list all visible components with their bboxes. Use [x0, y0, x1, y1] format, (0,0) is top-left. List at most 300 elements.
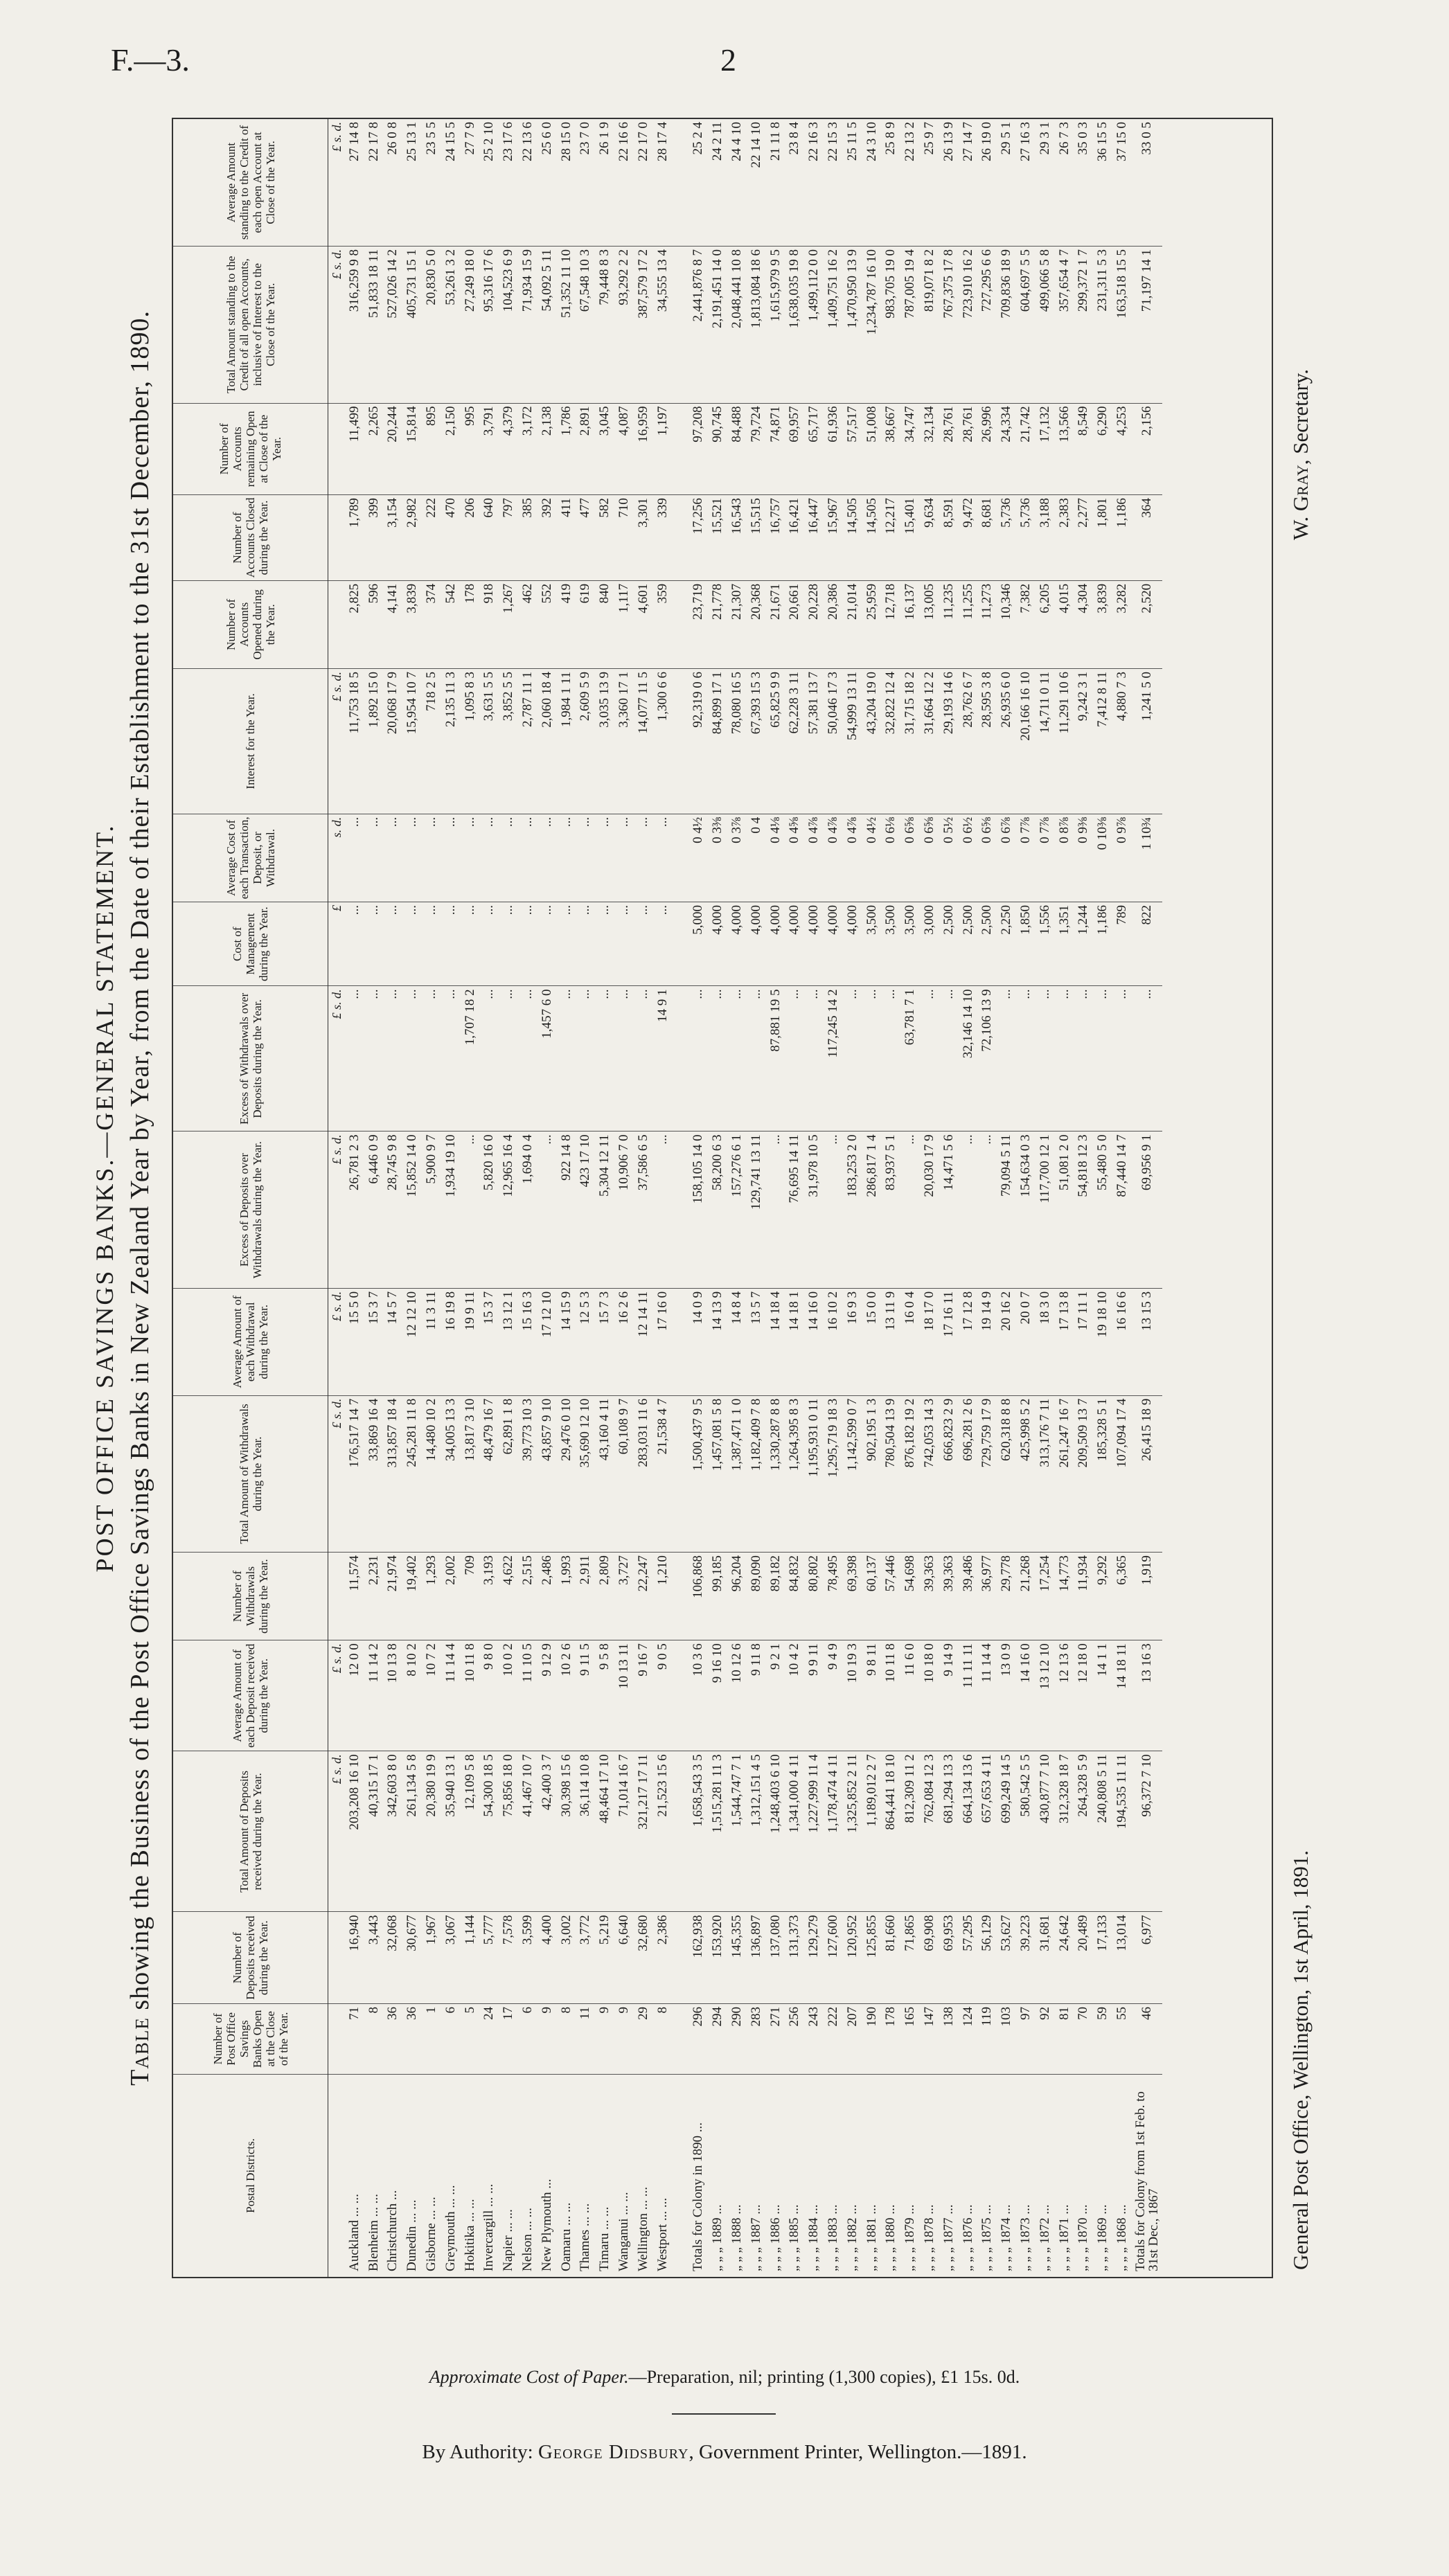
table-cell: 28 17 4 — [655, 122, 670, 161]
table-cell: 29 3 1 — [1037, 122, 1052, 155]
table-cell: 24 4 10 — [729, 122, 745, 161]
gap-cell — [673, 1395, 689, 1553]
unit-cell — [328, 1912, 346, 2004]
table-cell: 20,489 — [1074, 1912, 1093, 2004]
table-cell: ... — [384, 902, 403, 986]
table-cell: 552 — [537, 580, 557, 668]
table-cell: 405,731 15 1 — [402, 247, 422, 404]
table-cell: 22 13 6 — [520, 122, 535, 161]
authority-suffix: , Government Printer, Wellington.—1891. — [688, 2441, 1027, 2463]
table-cell: 37,586 6 5 — [634, 1132, 653, 1289]
table-cell: 16,940 — [345, 1912, 364, 2004]
table-cell: 28,761 — [959, 403, 978, 495]
table-cell: ... — [518, 986, 537, 1132]
row-label: Greymouth ... ... — [441, 2074, 461, 2277]
table-cell: 12 18 0 — [1074, 1640, 1093, 1751]
year-row — [708, 119, 727, 2277]
table-cell: 54,092 5 11 — [537, 247, 557, 404]
table-cell: 1,341,000 4 11 — [785, 1751, 805, 1912]
table-cell: ... — [653, 1132, 673, 1289]
row-label: „ „ „ 1878 ... — [920, 2074, 939, 2277]
unit-cell — [328, 495, 346, 581]
table-cell: 79,724 — [747, 403, 766, 495]
table-cell: 9,292 — [1093, 1553, 1112, 1640]
table-cell: 1,707 18 2 — [461, 986, 480, 1132]
table-cell: 411 — [557, 495, 576, 581]
table-cell: ... — [576, 902, 596, 986]
table-cell: 1,210 — [653, 1553, 673, 1640]
year-row — [939, 119, 959, 2277]
table-cell: 124 — [959, 2004, 978, 2075]
table-cell: 0 3⅜ — [708, 814, 727, 902]
unit-cell — [328, 403, 346, 495]
table-cell: 2,265 — [364, 403, 384, 495]
table-cell: 16 10 2 — [824, 1288, 843, 1395]
table-cell: 1,142,599 0 7 — [843, 1395, 862, 1553]
table-cell: 20,661 — [785, 580, 805, 668]
table-cell: 16 9 3 — [843, 1288, 862, 1395]
table-cell: 60,137 — [862, 1553, 882, 1640]
table-cell: 23 8 4 — [787, 122, 802, 155]
table-cell: 15,954 10 7 — [402, 668, 422, 814]
unit-cell: £ s. d. — [328, 1640, 346, 1751]
table-cell: 2,048,441 10 8 — [727, 247, 747, 404]
table-cell: ... — [939, 986, 959, 1132]
table-cell: 245,281 11 8 — [402, 1395, 422, 1553]
column-header: Average Amount standing to the Credit of each open Account at Close of the Year. — [173, 119, 328, 247]
table-cell: 294 — [708, 2004, 727, 2075]
table-cell: 39,486 — [959, 1553, 978, 1640]
table-cell: 31,681 — [1035, 1912, 1055, 2004]
table-cell: 190 — [862, 2004, 882, 2075]
table-cell: 25 2 4 — [691, 122, 706, 155]
table-cell: ... — [557, 814, 576, 902]
table-cell: 10 0 2 — [499, 1640, 518, 1751]
table-cell: 3,500 — [882, 902, 901, 986]
table-cell: 3,000 — [920, 902, 939, 986]
table-cell: 9 5 8 — [595, 1640, 614, 1751]
table-cell: 15 0 0 — [862, 1288, 882, 1395]
table-cell: 4,622 — [499, 1553, 518, 1640]
table-cell: ... — [1074, 986, 1093, 1132]
year-row — [959, 119, 978, 2277]
table-cell: 11,235 — [939, 580, 959, 668]
table-cell: 54,698 — [900, 1553, 920, 1640]
table-cell: 69,957 — [785, 403, 805, 495]
table-cell: 25 2 10 — [481, 122, 497, 161]
table-cell: 5,219 — [595, 1912, 614, 2004]
table-cell: 2,911 — [576, 1553, 596, 1640]
table-cell: 1,186 — [1093, 902, 1112, 986]
table-cell: 983,705 19 0 — [882, 247, 901, 404]
row-label: Nelson ... ... — [518, 2074, 537, 2277]
row-label: Totals for Colony in 1890 ... — [689, 2074, 709, 2277]
table-cell: 14 5 7 — [384, 1288, 403, 1395]
gap-cell — [673, 902, 689, 986]
table-cell: 9 — [537, 2004, 557, 2075]
table-cell: 1,186 — [1112, 495, 1132, 581]
year-row — [689, 119, 709, 2277]
year-row — [843, 119, 862, 2277]
table-cell: 13 5 7 — [747, 1288, 766, 1395]
table-cell: 22 13 2 — [903, 122, 918, 161]
table-cell: 15 16 3 — [518, 1288, 537, 1395]
row-label: „ „ „ 1871 ... — [1055, 2074, 1074, 2277]
table-cell: 222 — [824, 2004, 843, 2075]
table-cell: 22 17 8 — [366, 122, 381, 161]
table-cell: 1,967 — [422, 1912, 441, 2004]
table-cell: 13 12 10 — [1035, 1640, 1055, 1751]
table-cell: 0 9⅞ — [1112, 814, 1132, 902]
table-cell: 819,071 8 2 — [920, 247, 939, 404]
authority-prefix: By Authority: — [422, 2441, 533, 2463]
table-cell: 1,300 6 6 — [653, 668, 673, 814]
table-cell: 97,208 — [689, 403, 709, 495]
table-cell: ... — [595, 814, 614, 902]
table-cell: ... — [824, 1132, 843, 1289]
table-cell: 129,279 — [804, 1912, 824, 2004]
statement-heading: POST OFFICE SAVINGS BANKS.—GENERAL STATEMENT. — [91, 823, 118, 1573]
table-cell: ... — [959, 1132, 978, 1289]
table-cell: 20,068 17 9 — [384, 668, 403, 814]
table-cell: 3,002 — [557, 1912, 576, 2004]
table-cell: 10 2 6 — [557, 1640, 576, 1751]
row-label: Napier ... ... — [499, 2074, 518, 2277]
table-cell: ... — [480, 814, 499, 902]
table-cell: 106,868 — [689, 1553, 709, 1640]
table-cell: 20,368 — [747, 580, 766, 668]
unit-cell: £ s. d. — [328, 1288, 346, 1395]
row-label: Christchurch ... — [384, 2074, 403, 2277]
table-cell: 36 — [384, 2004, 403, 2075]
year-row — [1016, 119, 1035, 2277]
table-cell: 3,154 — [384, 495, 403, 581]
table-cell: 96,204 — [727, 1553, 747, 1640]
year-row — [997, 119, 1016, 2277]
table-cell: 1,470,950 13 9 — [843, 247, 862, 404]
table-cell: 15 3 7 — [480, 1288, 499, 1395]
table-cell: 13 16 3 — [1132, 1640, 1162, 1751]
table-cell: 0 7⅞ — [1035, 814, 1055, 902]
table-cell: 10 11 8 — [461, 1640, 480, 1751]
paper-cost-label: Approximate Cost of Paper. — [429, 2367, 629, 2387]
table-cell: 131,373 — [785, 1912, 805, 2004]
table-cell: 90,745 — [708, 403, 727, 495]
table-cell: 69,956 9 1 — [1132, 1132, 1162, 1289]
table-cell: 0 4⅞ — [824, 814, 843, 902]
table-cell: 5,736 — [997, 495, 1016, 581]
table-cell: 22 16 3 — [806, 122, 821, 161]
table-cell: 0 3⅞ — [727, 814, 747, 902]
table-cell: ... — [345, 814, 364, 902]
table-cell: 17 12 10 — [537, 1288, 557, 1395]
table-cell: 11 14 2 — [364, 1640, 384, 1751]
table-cell: 178 — [461, 580, 480, 668]
table-cell: 16,421 — [785, 495, 805, 581]
table-cell: 14 0 9 — [689, 1288, 709, 1395]
table-cell: 22 17 0 — [635, 122, 650, 161]
table-cell: 92 — [1035, 2004, 1055, 2075]
gap-cell — [673, 668, 689, 814]
divider-rule — [672, 2413, 776, 2415]
table-cell: 2,150 — [441, 403, 461, 495]
table-cell: 145,355 — [727, 1912, 747, 2004]
table-cell: 357,654 4 7 — [1055, 247, 1074, 404]
table-cell: ... — [480, 986, 499, 1132]
table-cell: ... — [708, 986, 727, 1132]
row-label: „ „ „ 1869 ... — [1093, 2074, 1112, 2277]
table-cell: 3,599 — [518, 1912, 537, 2004]
table-cell: 23,719 — [689, 580, 709, 668]
table-cell: 312,328 18 7 — [1055, 1751, 1074, 1912]
table-cell: 36 — [402, 2004, 422, 2075]
year-row — [900, 119, 920, 2277]
table-cell: 425,998 5 2 — [1016, 1395, 1035, 1553]
table-cell: 3,035 13 9 — [595, 668, 614, 814]
table-cell: 222 — [422, 495, 441, 581]
table-cell: 70 — [1074, 2004, 1093, 2075]
table-cell: 1,264,395 8 3 — [785, 1395, 805, 1553]
table-cell: 2,500 — [939, 902, 959, 986]
table-cell: 3,791 — [480, 403, 499, 495]
table-cell: 13,566 — [1055, 403, 1074, 495]
table-cell: 11,574 — [345, 1553, 364, 1640]
table-cell: ... — [766, 1132, 785, 1289]
table-cell: 9 11 8 — [747, 1640, 766, 1751]
table-cell: ... — [634, 986, 653, 1132]
table-cell: 762,084 12 3 — [920, 1751, 939, 1912]
table-cell: 36 15 5 — [1095, 122, 1110, 161]
table-cell: 9 16 7 — [634, 1640, 653, 1751]
table-cell: 32,134 — [920, 403, 939, 495]
table-cell: 9 9 11 — [804, 1640, 824, 1751]
table-cell: ... — [364, 986, 384, 1132]
table-cell: 7,382 — [1016, 580, 1035, 668]
table-cell: 604,697 5 5 — [1016, 247, 1035, 404]
gap-cell — [673, 1751, 689, 1912]
unit-row — [328, 119, 346, 2277]
table-cell: 3,631 5 5 — [480, 668, 499, 814]
table-cell: 11 6 0 — [900, 1640, 920, 1751]
table-cell: 11,291 10 6 — [1055, 668, 1074, 814]
table-cell: 10 13 11 — [614, 1640, 634, 1751]
table-cell: 4,087 — [614, 403, 634, 495]
table-cell: 5,000 — [689, 902, 709, 986]
table-cell: ... — [614, 986, 634, 1132]
table-cell: ... — [364, 814, 384, 902]
table-cell: 55 — [1112, 2004, 1132, 2075]
table-cell: 8 — [364, 2004, 384, 2075]
table-cell: 54,818 12 3 — [1074, 1132, 1093, 1289]
table-cell: 11,255 — [959, 580, 978, 668]
table-cell: 16,757 — [766, 495, 785, 581]
table-cell: 709,836 18 9 — [997, 247, 1016, 404]
row-label: Blenheim ... ... — [364, 2074, 384, 2277]
table-cell: 13 12 1 — [499, 1288, 518, 1395]
table-cell: 240,808 5 11 — [1093, 1751, 1112, 1912]
gap-cell — [673, 986, 689, 1132]
table-cell: 1,457,081 5 8 — [708, 1395, 727, 1553]
table-cell: 27 14 7 — [960, 122, 975, 161]
table-cell: 477 — [576, 495, 596, 581]
table-cell: 822 — [1132, 902, 1162, 986]
table-cell: 28,595 3 8 — [978, 668, 997, 814]
table-cell: 31,978 10 5 — [804, 1132, 824, 1289]
year-row — [1035, 119, 1055, 2277]
table-cell: 39,363 — [939, 1553, 959, 1640]
table-cell: 2,060 18 4 — [537, 668, 557, 814]
paper-cost-note — [0, 2367, 1449, 2388]
table-cell: 718 2 5 — [422, 668, 441, 814]
table-cell: 84,488 — [727, 403, 747, 495]
table-cell: 1,267 — [499, 580, 518, 668]
row-label: „ „ „ 1868 ... — [1112, 2074, 1132, 2277]
table-cell: 18 17 0 — [920, 1288, 939, 1395]
table-cell: 640 — [480, 495, 499, 581]
table-cell: 387,579 17 2 — [634, 247, 653, 404]
column-header: Total Amount of Withdrawals during the Year. — [173, 1395, 328, 1553]
row-label: „ „ „ 1884 ... — [804, 2074, 824, 2277]
table-cell: 840 — [595, 580, 614, 668]
table-cell: 7,412 8 11 — [1093, 668, 1112, 814]
table-cell: 22,247 — [634, 1553, 653, 1640]
table-cell: 619 — [576, 580, 596, 668]
table-cell: 26 13 9 — [941, 122, 956, 161]
table-cell: 14,077 11 5 — [634, 668, 653, 814]
table-cell: 27 7 9 — [462, 122, 477, 155]
column-header: Excess of Deposits over Withdrawals during the Year. — [173, 1132, 328, 1289]
table-cell: 895 — [422, 403, 441, 495]
table-cell: ... — [1132, 986, 1162, 1132]
table-cell: 0 4 — [747, 814, 766, 902]
table-cell: ... — [364, 902, 384, 986]
column-header: Number of Withdrawals during the Year. — [173, 1553, 328, 1640]
table-cell: 231,311 5 3 — [1093, 247, 1112, 404]
table-cell: ... — [862, 986, 882, 1132]
row-label: Dunedin ... ... — [402, 2074, 422, 2277]
table-cell: 1,325,852 2 11 — [843, 1751, 862, 1912]
table-cell: 4,000 — [824, 902, 843, 986]
table-cell: 11 3 11 — [422, 1288, 441, 1395]
table-cell: 742,053 14 3 — [920, 1395, 939, 1553]
row-label: Wanganui ... ... — [614, 2074, 634, 2277]
table-cell: 99,185 — [708, 1553, 727, 1640]
table-cell: 26,781 2 3 — [345, 1132, 364, 1289]
page-number: 2 — [720, 42, 736, 78]
table-cell: 419 — [557, 580, 576, 668]
table-cell: 290 — [727, 2004, 747, 2075]
table-cell: 321,217 17 11 — [634, 1751, 653, 1912]
table-cell: 32,068 — [384, 1912, 403, 2004]
table-cell: 9,634 — [920, 495, 939, 581]
rotated-statement-sheet — [90, 111, 1358, 2285]
table-cell: 3,301 — [634, 495, 653, 581]
table-cell: 10,906 7 0 — [614, 1132, 634, 1289]
table-cell: 1,934 19 10 — [441, 1132, 461, 1289]
table-cell: 17,133 — [1093, 1912, 1112, 2004]
table-cell: ... — [402, 814, 422, 902]
unit-cell: s. d. — [328, 814, 346, 902]
table-cell: 316,259 9 8 — [345, 247, 364, 404]
table-cell: ... — [1093, 986, 1112, 1132]
table-cell: 430,877 7 10 — [1035, 1751, 1055, 1912]
table-cell: 1,295,719 18 3 — [824, 1395, 843, 1553]
unit-cell: £ s. d. — [328, 247, 346, 404]
table-cell: 26 0 8 — [385, 122, 400, 155]
table-cell: 10 12 6 — [727, 1640, 747, 1751]
table-cell: 28,762 6 7 — [959, 668, 978, 814]
table-cell: 12 13 6 — [1055, 1640, 1074, 1751]
table-cell: 657,653 4 11 — [978, 1751, 997, 1912]
table-cell: 681,294 13 3 — [939, 1751, 959, 1912]
table-cell: 2,515 — [518, 1553, 537, 1640]
table-cell: 286,817 1 4 — [862, 1132, 882, 1289]
table-cell: 0 4½ — [862, 814, 882, 902]
table-cell: 6 — [518, 2004, 537, 2075]
statement-table — [173, 119, 1162, 2277]
table-cell: 15,814 — [402, 403, 422, 495]
table-cell: 2,825 — [345, 580, 364, 668]
table-cell: ... — [1016, 986, 1035, 1132]
gap-cell — [673, 403, 689, 495]
table-cell: 14 1 1 — [1093, 1640, 1112, 1751]
table-cell: 0 6⅞ — [997, 814, 1016, 902]
table-cell: 25 13 1 — [405, 122, 420, 161]
district-row — [537, 119, 557, 2277]
gap-cell — [673, 1912, 689, 2004]
table-cell: ... — [614, 814, 634, 902]
row-label: „ „ „ 1873 ... — [1016, 2074, 1035, 2277]
table-cell: 1,312,151 4 5 — [747, 1751, 766, 1912]
table-cell: 29 — [634, 2004, 653, 2075]
table-cell: 4,304 — [1074, 580, 1093, 668]
table-cell: 14,711 0 11 — [1035, 668, 1055, 814]
district-row — [518, 119, 537, 2277]
table-cell: 0 4⅝ — [785, 814, 805, 902]
table-cell: 71,197 14 1 — [1132, 247, 1162, 404]
table-cell: 1,694 0 4 — [518, 1132, 537, 1289]
row-label: „ „ „ 1887 ... — [747, 2074, 766, 2277]
table-cell: 9 2 1 — [766, 1640, 785, 1751]
table-cell: 107,094 17 4 — [1112, 1395, 1132, 1553]
year-row — [920, 119, 939, 2277]
table-cell: 9 11 5 — [576, 1640, 596, 1751]
table-cell: 922 14 8 — [557, 1132, 576, 1289]
table-cell: 24 15 5 — [443, 122, 458, 161]
table-cell: 1,387,471 1 0 — [727, 1395, 747, 1553]
table-cell: 709 — [461, 1553, 480, 1640]
table-cell: 620,318 8 8 — [997, 1395, 1016, 1553]
table-cell: 2,809 — [595, 1553, 614, 1640]
table-cell: ... — [614, 902, 634, 986]
table-cell: 11,934 — [1074, 1553, 1093, 1640]
table-cell: 3,852 5 5 — [499, 668, 518, 814]
table-cell: 4,015 — [1055, 580, 1074, 668]
table-cell: 71 — [345, 2004, 364, 2075]
table-cell: 75,856 18 0 — [499, 1751, 518, 1912]
table-cell: 25 8 9 — [883, 122, 898, 155]
table-cell: 0 9⅜ — [1074, 814, 1093, 902]
table-cell: 3,839 — [1093, 580, 1112, 668]
table-cell: 20 0 7 — [1016, 1288, 1035, 1395]
table-cell: 20,030 17 9 — [920, 1132, 939, 1289]
table-cell: 24,642 — [1055, 1912, 1074, 2004]
row-label: „ „ „ 1889 ... — [708, 2074, 727, 2277]
table-cell: 385 — [518, 495, 537, 581]
table-cell: 27 14 8 — [346, 122, 362, 161]
table-cell: 313,857 18 4 — [384, 1395, 403, 1553]
table-cell: 95,316 17 6 — [480, 247, 499, 404]
